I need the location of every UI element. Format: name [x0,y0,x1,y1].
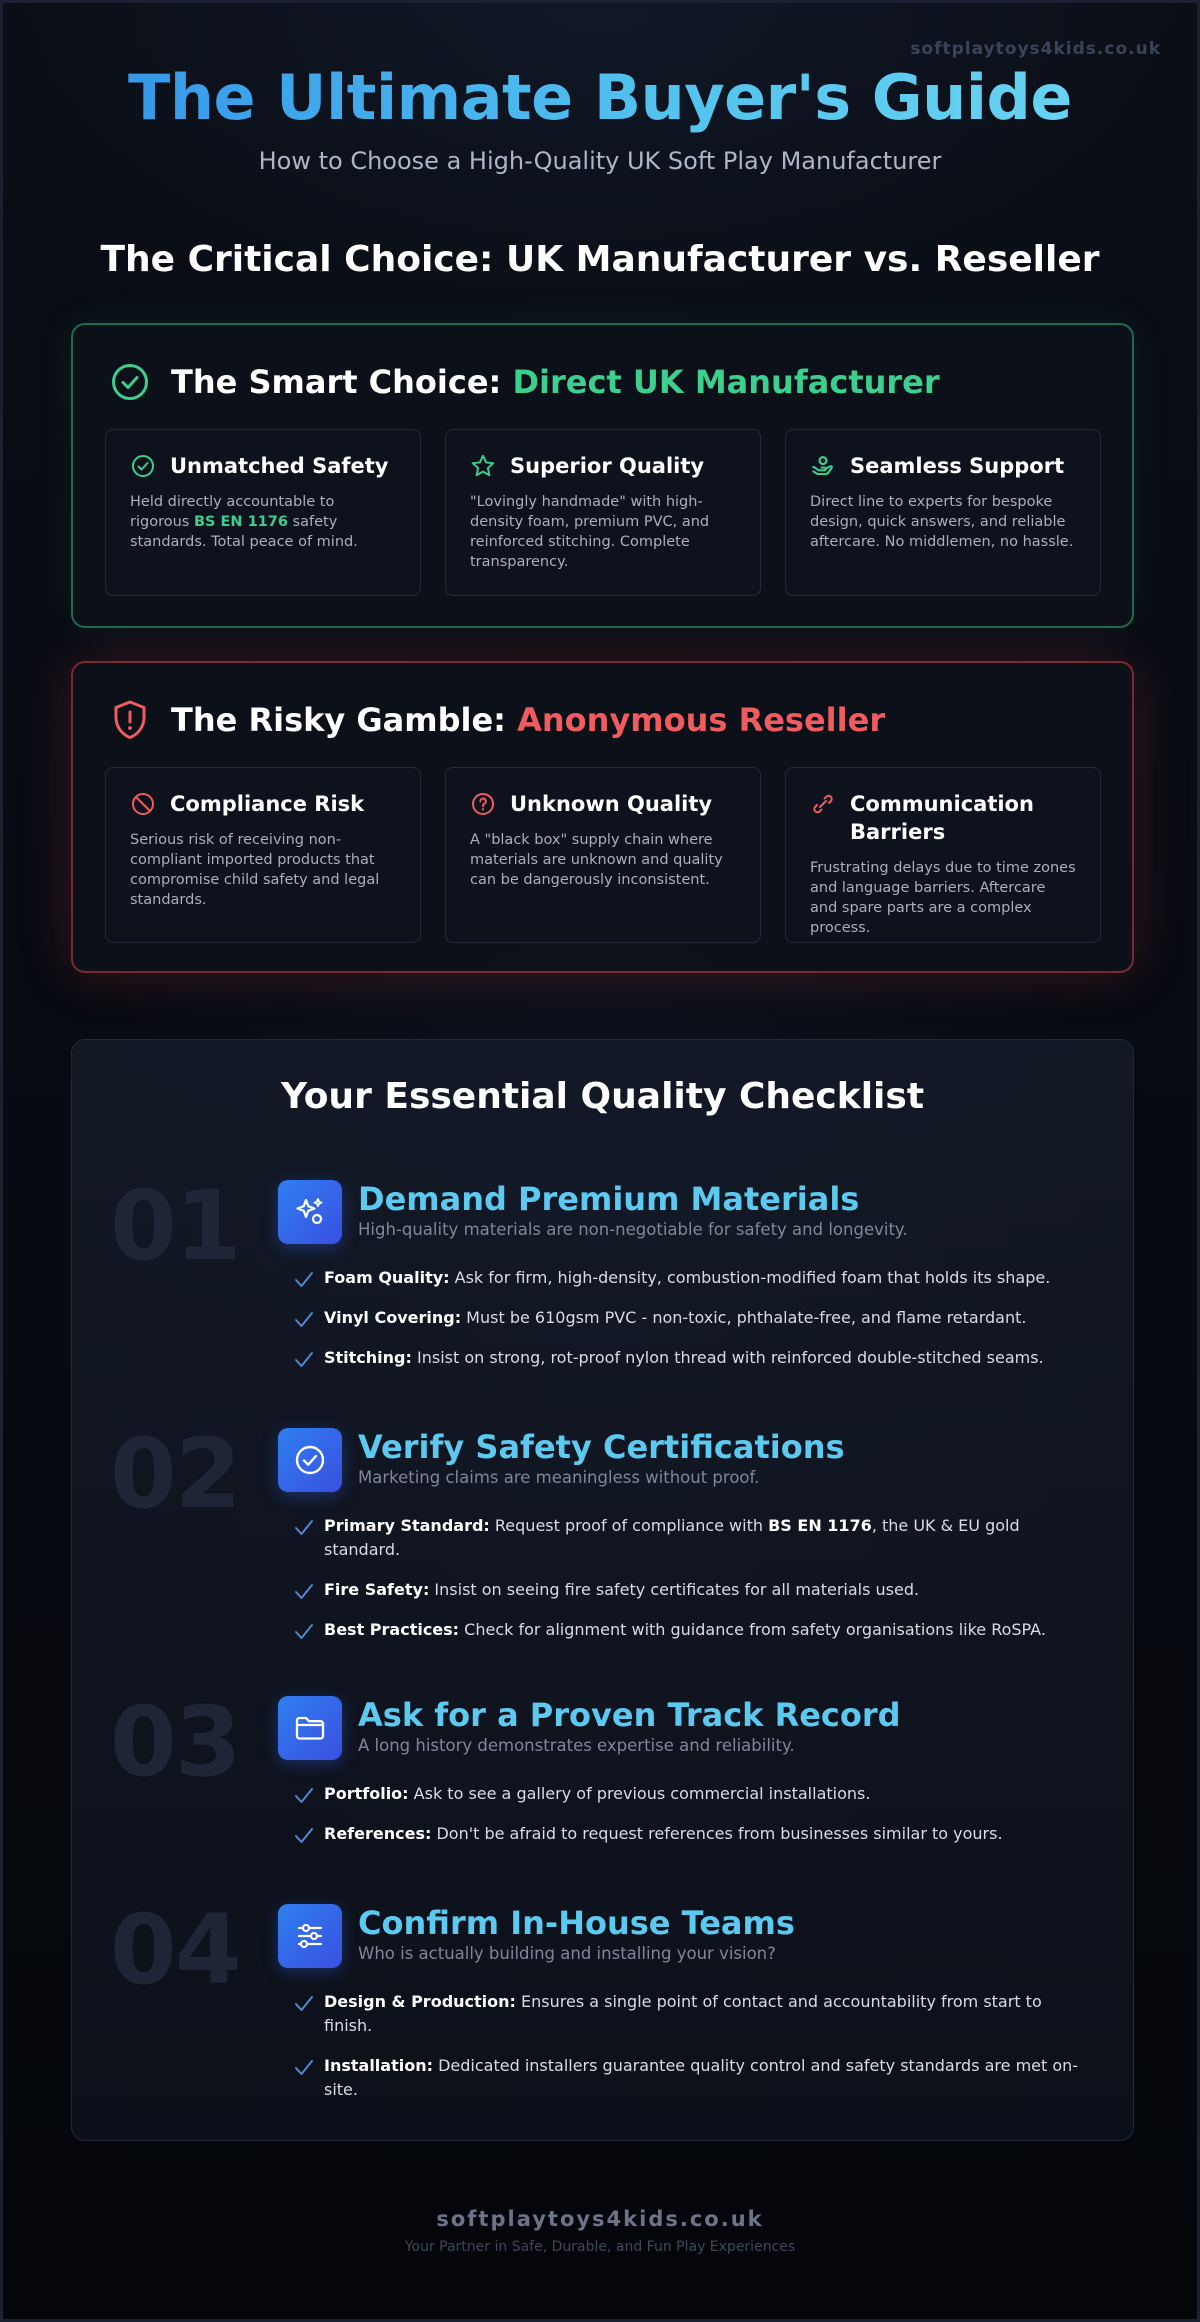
step-title: Demand Premium Materials [358,1180,860,1218]
smart-choice-panel [71,323,1134,628]
list-item: Portfolio: Ask to see a gallery of previous commercial installations. [294,1782,1094,1806]
checkmark-icon [294,1311,314,1329]
step-subtitle: A long history demonstrates expertise and reliability. [358,1736,795,1755]
card-seamless-support [785,429,1101,596]
step-title: Ask for a Proven Track Record [358,1696,901,1734]
checkmark-icon [294,2059,314,2077]
risky-gamble-prefix: The Risky Gamble: [171,701,518,739]
checkmark-icon [294,1271,314,1289]
card-text: A "black box" supply chain where materials are unknown and quality can be dangerously inconsistent. [470,832,723,888]
smart-choice-accent: Direct UK Manufacturer [512,363,940,401]
card-text: Frustrating delays due to time zones and language barriers. Aftercare and spare parts are a complex process. [810,860,1076,936]
check-circle-icon [130,453,156,479]
card-text: Held directly accountable to rigorous BS EN 1176 safety standards. Total peace of mind. [130,494,358,550]
list-item: References: Don't be afraid to request references from businesses similar to yours. [294,1822,1094,1846]
ban-icon [130,791,156,817]
card-title: Superior Quality [510,454,705,478]
step-subtitle: Who is actually building and installing your vision? [358,1944,776,1963]
folder-icon [278,1696,342,1760]
shield-alert-icon [109,699,151,741]
step-title: Confirm In-House Teams [358,1904,795,1942]
step-subtitle: High-quality materials are non-negotiable for safety and longevity. [358,1220,908,1239]
watermark: softplaytoys4kids.co.uk [910,39,1161,59]
list-item: Stitching: Insist on strong, rot-proof nylon thread with reinforced double-stitched seams. [294,1346,1094,1370]
risky-gamble-heading [109,699,885,741]
list-item: Foam Quality: Ask for firm, high-density, combustion-modified foam that holds its shape. [294,1266,1094,1290]
step-number: 04 [110,1894,240,2006]
card-text: Direct line to experts for bespoke design, quick answers, and reliable aftercare. No middlemen, no hassle. [810,494,1074,550]
checkmark-icon [294,1995,314,2013]
quality-checklist-panel [71,1039,1134,2141]
footer-brand: softplaytoys4kids.co.uk [436,2207,764,2231]
check-circle-icon [278,1428,342,1492]
card-superior-quality [445,429,761,596]
card-title: Seamless Support [850,454,1065,478]
step-subtitle: Marketing claims are meaningless without proof. [358,1468,760,1487]
checkmark-icon [294,1787,314,1805]
support-hand-icon [810,453,836,479]
card-unknown-quality [445,767,761,943]
comparison-title: The Critical Choice: UK Manufacturer vs. Reseller [100,239,1100,280]
step-number: 01 [110,1170,240,1282]
card-unmatched-safety [105,429,421,596]
list-item: Best Practices: Check for alignment with guidance from safety organisations like RoSPA. [294,1618,1094,1642]
list-item: Primary Standard: Request proof of compliance with BS EN 1176, the UK & EU gold standard. [294,1514,1094,1562]
step-title: Verify Safety Certifications [358,1428,845,1466]
step-checklist [294,1990,1094,2118]
sparkles-icon [278,1180,342,1244]
checkmark-icon [294,1583,314,1601]
broken-link-icon [810,791,836,817]
card-text: "Lovingly handmade" with high-density foam, premium PVC, and reinforced stitching. Complete transparency. [470,494,710,570]
list-item: Installation: Dedicated installers guarantee quality control and safety standards are met on-site. [294,2054,1094,2102]
check-circle-icon [109,361,151,403]
card-title: Communication Barriers [850,792,1034,844]
checkmark-icon [294,1623,314,1641]
question-circle-icon [470,791,496,817]
card-title: Compliance Risk [170,792,365,816]
smart-choice-prefix: The Smart Choice: [171,363,513,401]
checkmark-icon [294,1827,314,1845]
sliders-icon [278,1904,342,1968]
list-item: Vinyl Covering: Must be 610gsm PVC - non-toxic, phthalate-free, and flame retardant. [294,1306,1094,1330]
step-checklist [294,1782,1094,1862]
risky-gamble-accent: Anonymous Reseller [517,701,886,739]
step-checklist [294,1514,1094,1658]
footer-tagline: Your Partner in Safe, Durable, and Fun Play Experiences [404,2239,796,2255]
card-text: Serious risk of receiving non-compliant imported products that compromise child safety and legal standards. [130,832,380,908]
checkmark-icon [294,1351,314,1369]
checkmark-icon [294,1519,314,1537]
standard-highlight: BS EN 1176 [193,514,288,530]
list-item: Design & Production: Ensures a single point of contact and accountability from start to finish. [294,1990,1094,2038]
list-item: Fire Safety: Insist on seeing fire safety certificates for all materials used. [294,1578,1094,1602]
card-communication-barriers [785,767,1101,943]
smart-choice-heading [109,361,940,403]
card-title: Unmatched Safety [170,454,389,478]
checklist-title: Your Essential Quality Checklist [280,1076,925,1117]
card-compliance-risk [105,767,421,943]
page-subtitle: How to Choose a High-Quality UK Soft Play Manufacturer [258,147,942,175]
card-title: Unknown Quality [510,792,713,816]
star-icon [470,453,496,479]
page-title: The Ultimate Buyer's Guide [3,61,1197,134]
step-number: 03 [110,1686,240,1798]
step-number: 02 [110,1418,240,1530]
risky-gamble-panel [71,661,1134,973]
step-checklist [294,1266,1094,1386]
